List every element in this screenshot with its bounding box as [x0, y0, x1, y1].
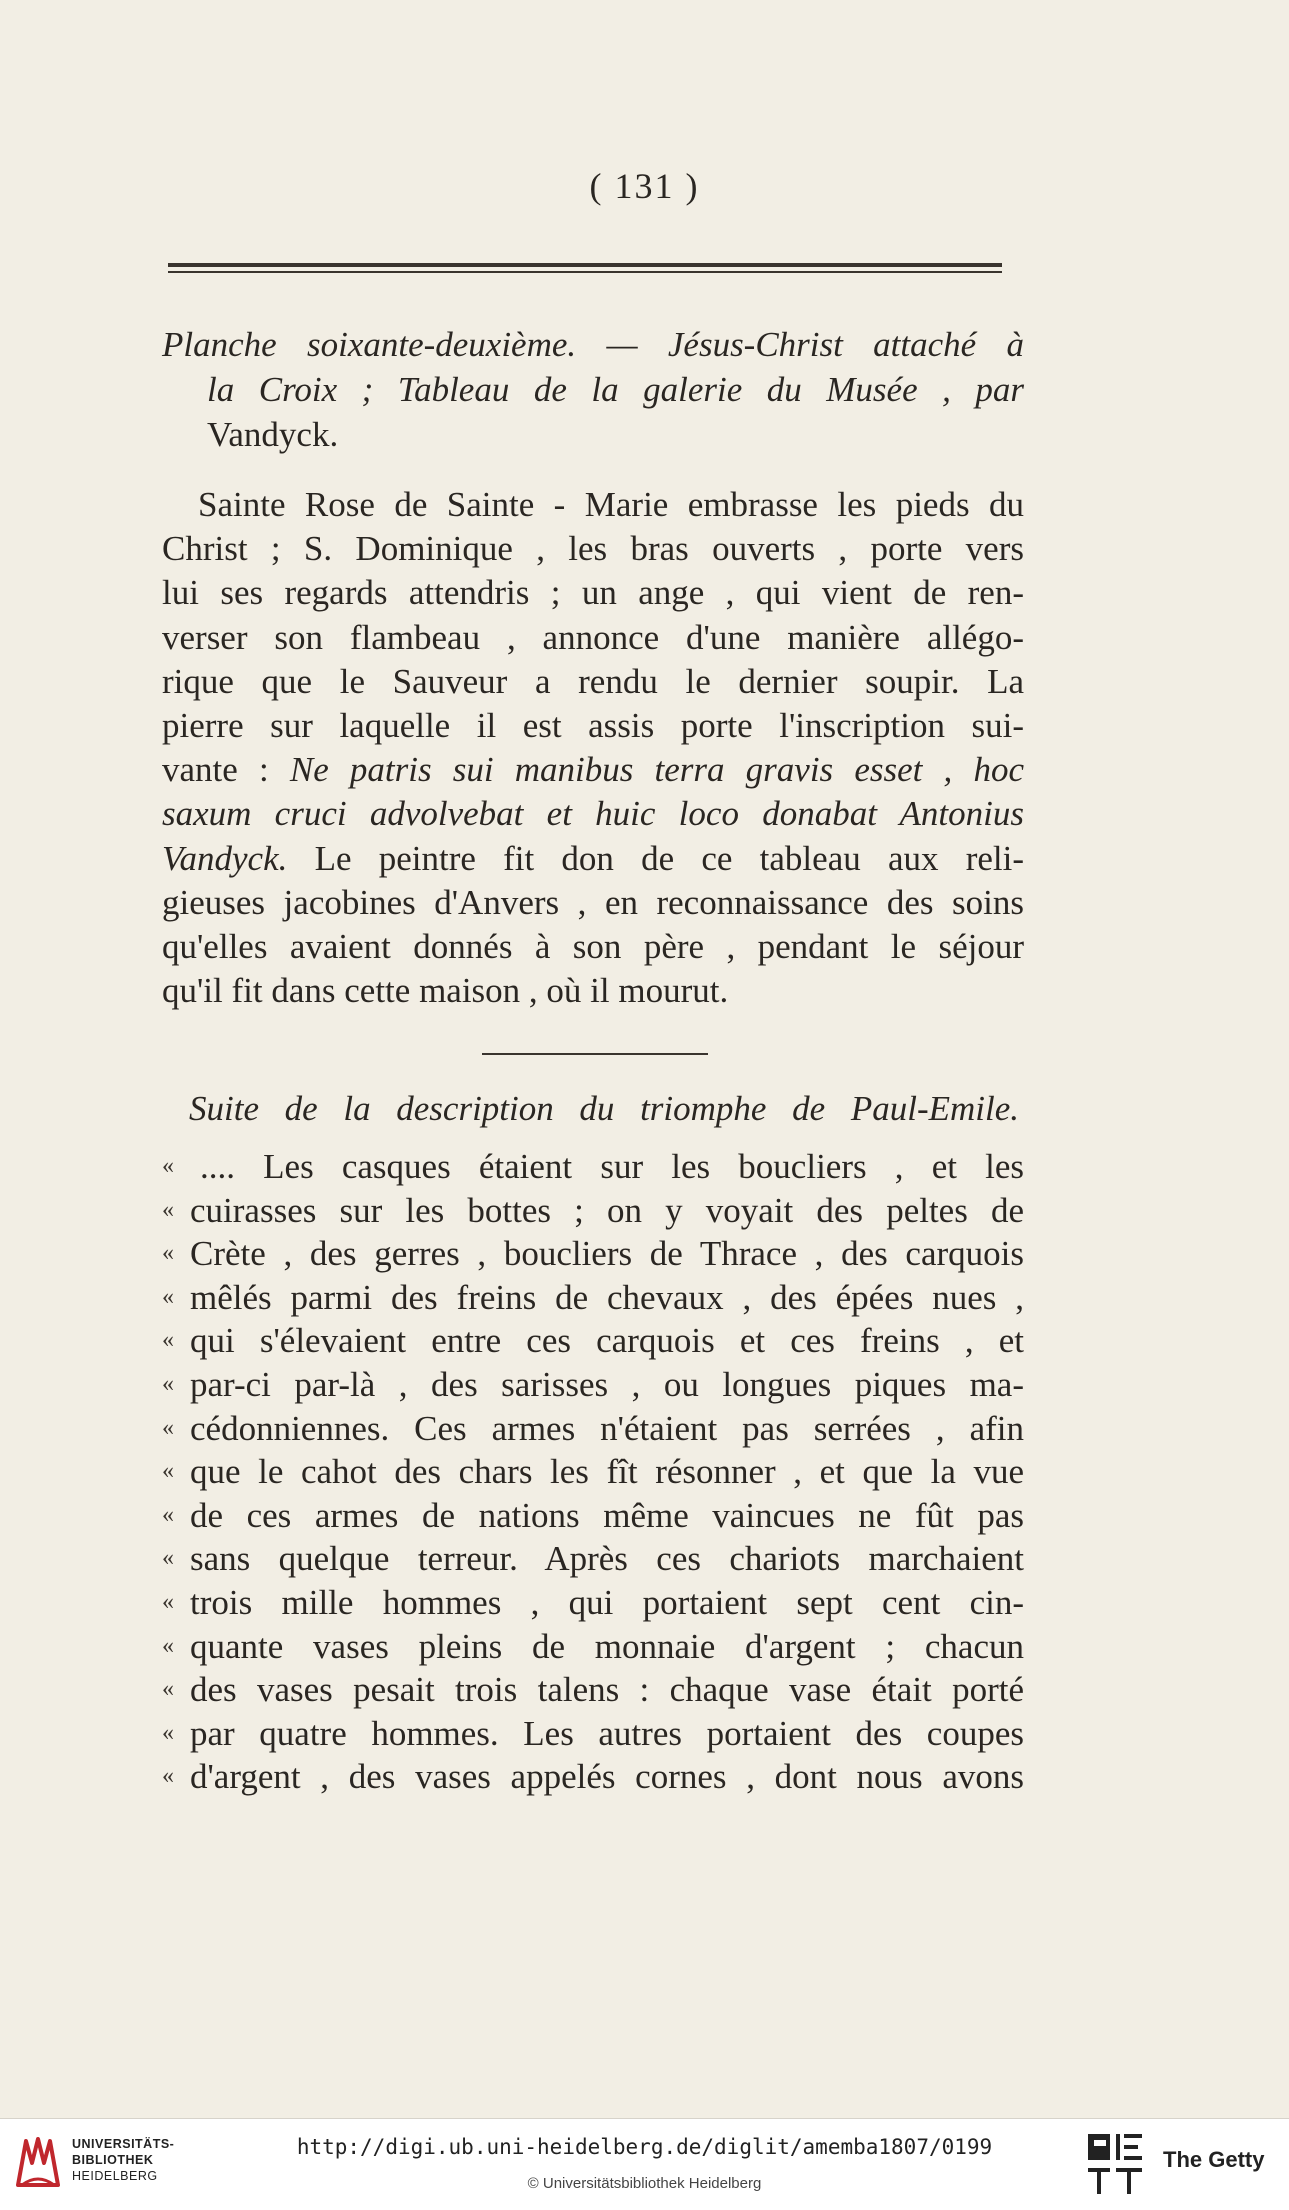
- description-paragraph: [162, 483, 1024, 1013]
- quote-line: [162, 1363, 1024, 1407]
- paragraph-line: [162, 704, 1024, 748]
- quote-mark: «: [162, 1153, 174, 1179]
- section-title: Suite de la description du triomphe de Paul-Emile.: [189, 1089, 1019, 1128]
- quote-mark: «: [162, 1501, 174, 1528]
- quote-mark: «: [162, 1370, 174, 1397]
- quote-line: [162, 1232, 1024, 1276]
- paragraph-text: Christ ; S. Dominique , les bras ouverts , porte vers: [162, 529, 1024, 569]
- quote-mark: «: [162, 1414, 174, 1441]
- quote-mark: «: [162, 1588, 174, 1615]
- quote-mark: «: [162, 1196, 174, 1223]
- quote-text: par quatre hommes. Les autres portaient des coupes: [190, 1713, 1024, 1753]
- quote-text: sans quelque terreur. Après ces chariots marchaient: [190, 1539, 1024, 1579]
- italic-inscription: Ne patris sui manibus terra gravis esset , hoc: [289, 750, 1024, 790]
- paragraph-text: lui ses regards attendris ; un ange , qui vient de ren-: [162, 573, 1024, 613]
- quote-line: [162, 1537, 1024, 1581]
- quote-line: [162, 1712, 1024, 1756]
- library-name-line: HEIDELBERG: [72, 2169, 158, 2183]
- paragraph-line: [162, 925, 1024, 969]
- paragraph-text: Sainte Rose de Sainte - Marie embrasse les pieds du: [198, 485, 1024, 524]
- quote-mark: «: [162, 1632, 174, 1659]
- paragraph-line: [162, 792, 1024, 836]
- quote-mark: «: [162, 1545, 174, 1572]
- viewer-footer: [0, 2118, 1289, 2210]
- getty-logo-icon: [1086, 2132, 1144, 2198]
- quote-text: Crète , des gerres , boucliers de Thrace , des carquois: [190, 1234, 1024, 1274]
- paragraph-line: [162, 483, 1024, 527]
- quote-line: [162, 1276, 1024, 1320]
- paragraph-line: [162, 881, 1024, 925]
- quote-line: [162, 1407, 1024, 1451]
- quote-line: [162, 1450, 1024, 1494]
- quote-text: quante vases pleins de monnaie d'argent ; chacun: [190, 1626, 1024, 1666]
- library-name-line: BIBLIOTHEK: [72, 2153, 154, 2167]
- page-number: ( 131 ): [589, 166, 700, 206]
- quote-line: [162, 1668, 1024, 1712]
- paragraph-text: verser son flambeau , annonce d'une manière allégo-: [162, 617, 1024, 657]
- paragraph-text: rique que le Sauveur a rendu le dernier soupir. La: [162, 661, 1024, 701]
- paragraph-text: qu'elles avaient donnés à son père , pendant le séjour: [162, 927, 1024, 967]
- quote-mark: «: [162, 1458, 174, 1485]
- library-name-line: UNIVERSITÄTS-: [72, 2137, 175, 2151]
- caption-line: Vandyck.: [207, 415, 339, 454]
- quote-text: .... Les casques étaient sur les boucliers , et les: [200, 1147, 1024, 1186]
- quote-line: [162, 1755, 1024, 1799]
- permalink-url[interactable]: http://digi.ub.uni-heidelberg.de/diglit/amemba1807/0199: [296, 2135, 993, 2159]
- quote-text: par-ci par-là , des sarisses , ou longues piques ma-: [190, 1364, 1024, 1404]
- paragraph-line: [162, 969, 1024, 1013]
- paragraph-line: [162, 571, 1024, 615]
- paragraph-line: [162, 837, 1024, 881]
- paragraph-text: vante :: [162, 750, 290, 790]
- quote-text: qui s'élevaient entre ces carquois et ces freins , et: [190, 1321, 1024, 1361]
- header-double-rule: [168, 263, 1002, 275]
- paragraph-line: [162, 748, 1024, 792]
- quoted-passage: [162, 1145, 1024, 1799]
- section-divider: [482, 1053, 708, 1055]
- caption-line: la Croix ; Tableau de la galerie du Musée , par: [207, 370, 1024, 409]
- caption-line: Planche soixante-deuxième. — Jésus-Christ attaché à: [162, 325, 1024, 364]
- quote-mark: «: [162, 1719, 174, 1746]
- quote-mark: «: [162, 1676, 174, 1703]
- quote-line: [162, 1319, 1024, 1363]
- quote-line: [162, 1581, 1024, 1625]
- quote-text: d'argent , des vases appelés cornes , dont nous avons: [190, 1757, 1024, 1797]
- quote-mark: «: [162, 1240, 174, 1267]
- quote-line: [162, 1189, 1024, 1233]
- paragraph-text: qu'il fit dans cette maison , où il mourut.: [162, 971, 729, 1011]
- quote-text: cédonniennes. Ces armes n'étaient pas serrées , afin: [190, 1408, 1024, 1448]
- italic-inscription: saxum cruci advolvebat et huic loco donabat Antonius: [162, 794, 1024, 834]
- quote-mark: «: [162, 1763, 174, 1790]
- paragraph-text: Le peintre fit don de ce tableau aux reli-: [287, 838, 1024, 878]
- paragraph-line: [162, 527, 1024, 571]
- quote-line: [162, 1494, 1024, 1538]
- partner-name: The Getty: [1163, 2147, 1265, 2172]
- quote-mark: «: [162, 1283, 174, 1310]
- paragraph-line: [162, 660, 1024, 704]
- quote-line: [162, 1625, 1024, 1669]
- quote-text: trois mille hommes , qui portaient sept cent cin-: [190, 1582, 1024, 1622]
- quote-text: que le cahot des chars les fît résonner , et que la vue: [190, 1452, 1024, 1492]
- paragraph-line: [162, 616, 1024, 660]
- quote-line: [162, 1145, 1024, 1189]
- quote-text: de ces armes de nations même vaincues ne fût pas: [190, 1495, 1024, 1535]
- copyright-notice: © Universitätsbibliothek Heidelberg: [527, 2175, 762, 2192]
- quote-text: des vases pesait trois talens : chaque vase était porté: [190, 1670, 1024, 1710]
- plate-caption: [162, 322, 1024, 457]
- italic-inscription: Vandyck.: [162, 838, 288, 878]
- quote-text: cuirasses sur les bottes ; on y voyait des peltes de: [190, 1190, 1024, 1230]
- paragraph-text: pierre sur laquelle il est assis porte l'inscription sui-: [162, 706, 1024, 746]
- quote-mark: «: [162, 1327, 174, 1354]
- paragraph-text: gieuses jacobines d'Anvers , en reconnaissance des soins: [162, 882, 1024, 922]
- quote-text: mêlés parmi des freins de chevaux , des épées nues ,: [190, 1277, 1024, 1317]
